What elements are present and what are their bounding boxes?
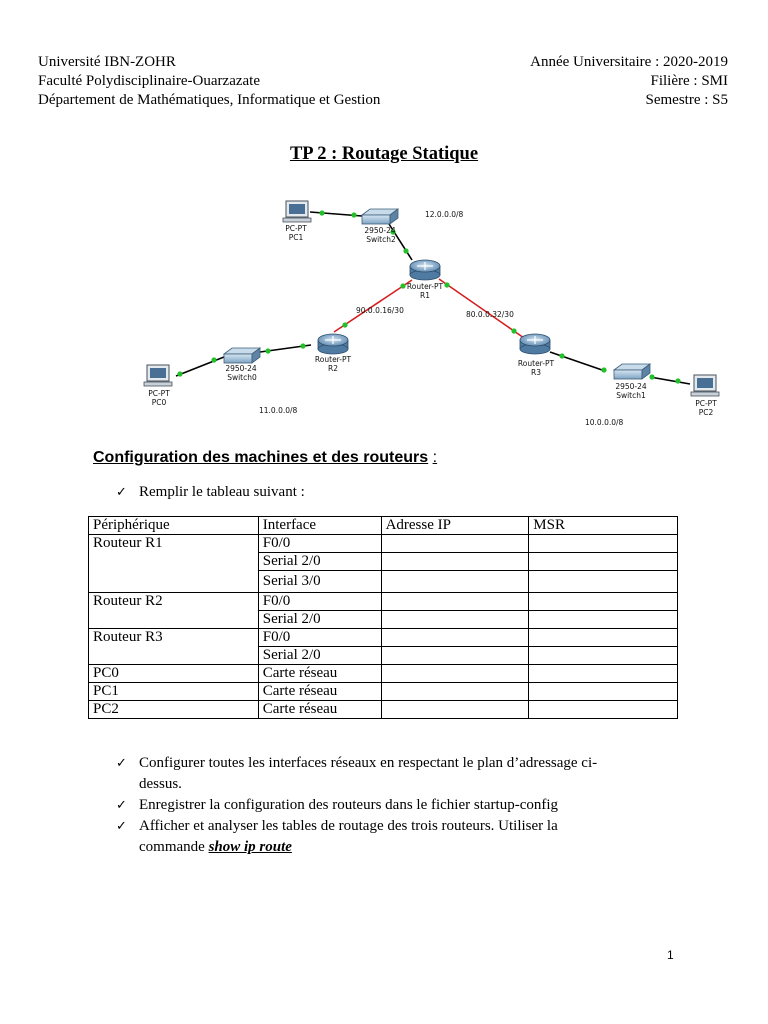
task-list xyxy=(116,753,659,858)
network-label-80: 80.0.0.32/30 xyxy=(466,310,514,319)
interface-cell: F0/0 xyxy=(258,535,381,553)
switch0-name-label: Switch0 xyxy=(227,373,257,382)
router-r1-icon xyxy=(410,260,440,280)
instruction-text: Remplir le tableau suivant : xyxy=(139,484,305,500)
router-r2-icon xyxy=(318,334,348,354)
task-save-config xyxy=(116,795,659,816)
pc2-icon xyxy=(691,375,719,396)
device-cell: PC2 xyxy=(89,701,259,719)
mask-cell[interactable] xyxy=(529,683,678,701)
academic-year: Année Universitaire : 2020-2019 xyxy=(530,54,728,70)
page-number: 1 xyxy=(667,948,674,962)
section-heading-text: Configuration des machines et des routeurs xyxy=(93,449,429,466)
semester: Semestre : S5 xyxy=(645,92,728,108)
network-label-11: 11.0.0.0/8 xyxy=(259,406,298,415)
ip-address-cell[interactable] xyxy=(381,611,529,629)
device-cell: Routeur R3 xyxy=(89,629,259,665)
ip-address-cell[interactable] xyxy=(381,593,529,611)
router-r3-icon xyxy=(520,334,550,354)
checkmark-icon: ✓ xyxy=(116,798,127,813)
mask-cell[interactable] xyxy=(529,611,678,629)
pc0-name-label: PC0 xyxy=(151,398,167,407)
switch0-model-label: 2950-24 xyxy=(225,364,257,373)
ip-address-cell[interactable] xyxy=(381,683,529,701)
interface-cell: F0/0 xyxy=(258,629,381,647)
header-academic-info xyxy=(530,53,728,110)
command-show-ip-route: show ip route xyxy=(208,839,292,855)
header-device: Périphérique xyxy=(89,517,259,535)
department-name: Département de Mathématiques, Informatique et Gestion xyxy=(38,92,381,108)
ip-address-cell[interactable] xyxy=(381,647,529,665)
interface-cell: Carte réseau xyxy=(258,683,381,701)
task-text-line: Afficher et analyser les tables de routage des trois routeurs. Utiliser la xyxy=(139,818,558,834)
program: Filière : SMI xyxy=(650,73,728,89)
mask-cell[interactable] xyxy=(529,647,678,665)
table-header-row xyxy=(89,517,678,535)
pc1-name-label: PC1 xyxy=(288,233,304,242)
interface-cell: F0/0 xyxy=(258,593,381,611)
checkmark-icon: ✓ xyxy=(116,485,127,500)
mask-cell[interactable] xyxy=(529,665,678,683)
ip-address-cell[interactable] xyxy=(381,571,529,593)
network-label-10: 10.0.0.0/8 xyxy=(585,418,624,427)
header-institution xyxy=(38,53,380,110)
task-text-line: dessus. xyxy=(139,776,182,792)
pc0-model-label: PC-PT xyxy=(148,389,170,398)
switch0-icon xyxy=(224,348,260,363)
interface-cell: Carte réseau xyxy=(258,701,381,719)
pc1-icon xyxy=(283,201,311,222)
configuration-table xyxy=(88,516,678,719)
pc2-model-label: PC-PT xyxy=(695,399,717,408)
interface-cell: Carte réseau xyxy=(258,665,381,683)
r2-model-label: Router-PT xyxy=(314,355,352,364)
r3-model-label: Router-PT xyxy=(517,359,555,368)
switch2-name-label: Switch2 xyxy=(366,235,396,244)
section-heading xyxy=(93,449,437,467)
command-prefix: commande xyxy=(139,839,209,855)
switch1-icon xyxy=(614,364,650,379)
ip-address-cell[interactable] xyxy=(381,701,529,719)
university-name: Université IBN-ZOHR xyxy=(38,54,176,70)
pc0-icon xyxy=(144,365,172,386)
switch1-name-label: Switch1 xyxy=(616,391,646,400)
ip-address-cell[interactable] xyxy=(381,535,529,553)
device-cell: Routeur R2 xyxy=(89,593,259,629)
network-topology-diagram xyxy=(0,180,768,440)
task-text-line: Enregistrer la configuration des routeurs dans le fichier startup-config xyxy=(139,797,559,813)
pc1-model-label: PC-PT xyxy=(285,224,307,233)
mask-cell[interactable] xyxy=(529,629,678,647)
r1-model-label: Router-PT xyxy=(406,282,444,291)
switch1-model-label: 2950-24 xyxy=(615,382,647,391)
r1-name-label: R1 xyxy=(420,291,430,300)
device-cell: PC1 xyxy=(89,683,259,701)
network-label-12: 12.0.0.0/8 xyxy=(425,210,464,219)
ip-address-cell[interactable] xyxy=(381,553,529,571)
table-row xyxy=(89,701,678,719)
mask-cell[interactable] xyxy=(529,593,678,611)
pc2-name-label: PC2 xyxy=(698,408,714,417)
task-routing-tables xyxy=(116,816,659,858)
switch2-model-label: 2950-24 xyxy=(364,226,396,235)
network-label-90: 90.0.0.16/30 xyxy=(356,306,404,315)
task-text-line xyxy=(139,837,659,858)
table-row xyxy=(89,665,678,683)
checkmark-icon: ✓ xyxy=(116,756,127,771)
ip-address-cell[interactable] xyxy=(381,629,529,647)
checkmark-icon: ✓ xyxy=(116,819,127,834)
header-ip-address: Adresse IP xyxy=(381,517,529,535)
table-row xyxy=(89,535,678,553)
task-text-line: Configurer toutes les interfaces réseaux en respectant le plan d’adressage ci- xyxy=(139,755,598,771)
device-cell: Routeur R1 xyxy=(89,535,259,593)
mask-cell[interactable] xyxy=(529,553,678,571)
section-heading-colon: : xyxy=(432,449,438,466)
table-row xyxy=(89,593,678,611)
page-title: TP 2 : Routage Statique xyxy=(289,144,479,164)
interface-cell: Serial 2/0 xyxy=(258,611,381,629)
switch2-icon xyxy=(362,209,398,224)
table-row xyxy=(89,629,678,647)
mask-cell[interactable] xyxy=(529,571,678,593)
mask-cell[interactable] xyxy=(529,535,678,553)
interface-cell: Serial 2/0 xyxy=(258,647,381,665)
ip-address-cell[interactable] xyxy=(381,665,529,683)
header-mask: MSR xyxy=(529,517,678,535)
table-row xyxy=(89,683,678,701)
task-configure-interfaces xyxy=(116,753,659,795)
interface-cell: Serial 3/0 xyxy=(258,571,381,593)
interface-cell: Serial 2/0 xyxy=(258,553,381,571)
mask-cell[interactable] xyxy=(529,701,678,719)
r3-name-label: R3 xyxy=(531,368,541,377)
faculty-name: Faculté Polydisciplinaire-Ouarzazate xyxy=(38,73,260,89)
device-cell: PC0 xyxy=(89,665,259,683)
header-interface: Interface xyxy=(258,517,381,535)
instruction-fill-table xyxy=(116,482,305,503)
r2-name-label: R2 xyxy=(328,364,338,373)
